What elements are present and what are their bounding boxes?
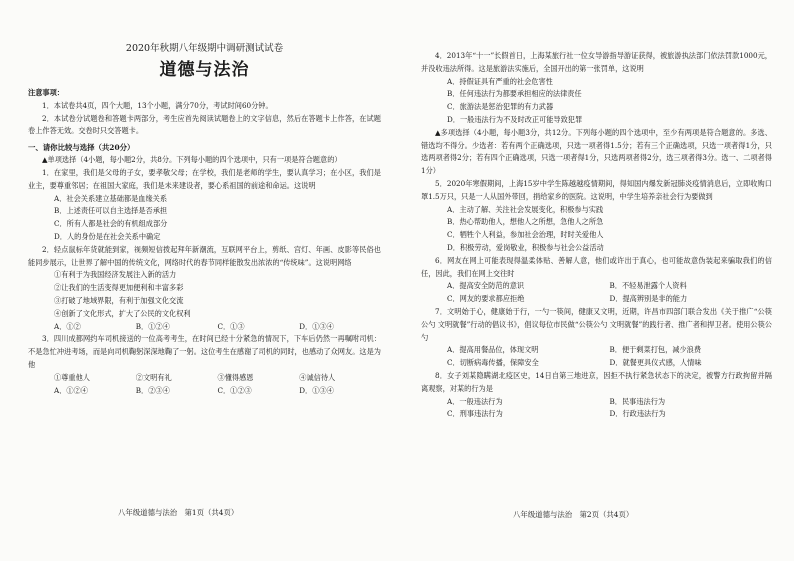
question-3-statements bbox=[28, 372, 381, 385]
question-8-option-d: D．行政违法行为 bbox=[609, 409, 666, 419]
question-5-stem: 5．2020年寒假期间，上海15岁中学生陈越越疫情期间，得知国内爆发新冠肺炎疫情消息后，立即收购口罩1.5万只，只是一人从国外带回，捐给家乡的医院。这说明，中学生培养亲社会行为要做到 bbox=[421, 178, 772, 201]
question-5-option-d: D．积极劳动，爱岗敬业，积极参与社会公益活动 bbox=[447, 242, 604, 252]
question-8-options-row-2 bbox=[421, 408, 772, 421]
multi-choice-intro: ▲多项选择（4小题，每小题3分，共12分。下列每小题的四个选项中，至少有两项是符合题意的。多选、错选均不得分。少选者：若有两个正确选项，只选一项者得1.5分；若有三个正确选项，只选一项者得1分，只选两项者得2分；若有四个正确选项，只选一项者得1分，只选两项者得2分，选三项者得3分。选一、二项者得1分） bbox=[421, 127, 772, 176]
notice-item-1: 1．本试卷共4页，四个大题，13个小题，满分70分，考试时间60分钟。 bbox=[42, 100, 273, 110]
question-6-option-b: B．不轻易泄露个人资料 bbox=[609, 281, 687, 291]
question-2-stem: 2．轻点鼠标年货就能到家，视频短信拨起拜年新潮流，互联网平台上，剪纸、宫灯、年画、皮影等民俗也能同步展示，让世界了解中国的传统文化，网络时代的春节同样能散发出浓浓的“传统味”。这说明网络 bbox=[28, 244, 381, 267]
question-8-options-row-1 bbox=[421, 396, 772, 409]
question-6-options-row-1 bbox=[421, 280, 772, 293]
question-7-option-b: B．便于剩菜打包，减少浪费 bbox=[609, 345, 702, 355]
question-1-stem: 1．在家里，我们是父母的子女，要孝敬父母；在学校，我们是老师的学生，要认真学习；在小区，我们是业主，要尊重邻居；在祖国大家庭，我们是未来建设者，要心系祖国的前途和命运。这说明 bbox=[28, 167, 381, 190]
question-2-statement-2: ②让我们的生活变得更加便利和丰富多彩 bbox=[54, 283, 184, 293]
page-2-footer: 八年级道德与法治 第2页（共4页） bbox=[513, 510, 634, 519]
question-4-option-d: D．一般违法行为不及时改正可能导致犯罪 bbox=[447, 114, 583, 124]
question-6-stem: 6．网友在网上可能表现得温柔体贴、善解人意，他们或许出于真心，也可能故意伪装起来骗取我们的信任，因此，我们在网上交往时 bbox=[421, 255, 772, 278]
section-1-heading: 一、请你比较与选择（共20分） bbox=[28, 143, 135, 153]
question-3-options bbox=[28, 385, 381, 398]
question-1-option-b: B．上述责任可以自主选择是否承担 bbox=[54, 206, 168, 216]
question-7-option-a: A．提高用餐品位，体现文明 bbox=[447, 345, 539, 355]
question-2-statement-4: ④创新了文化形式，扩大了公民的文化权利 bbox=[54, 308, 191, 318]
page-2 bbox=[397, 0, 794, 561]
question-2-option-a: A．①② bbox=[54, 321, 81, 331]
question-6-option-d: D．提高辨别是非的能力 bbox=[609, 294, 688, 304]
question-3-statement-4: ④诚信待人 bbox=[299, 372, 336, 382]
single-choice-intro: ▲单项选择（4小题，每小题2分，共8分。下列每小题的四个选项中，只有一项是符合题意的） bbox=[42, 155, 342, 165]
question-4-option-c: C．旅游法是惩治犯罪的有力武器 bbox=[447, 102, 554, 112]
subject-title: 道德与法治 bbox=[159, 60, 250, 80]
question-2-statement-3: ③打破了地域界限，有利于加强文化交流 bbox=[54, 295, 184, 305]
question-1-option-d: D．人的身份是在社会关系中确定 bbox=[54, 231, 161, 241]
question-6-options-row-2 bbox=[421, 293, 772, 306]
question-4-option-b: B．任何违法行为都要承担相应的法律责任 bbox=[447, 89, 582, 99]
question-8-option-a: A．一般违法行为 bbox=[447, 396, 503, 406]
question-8-stem: 8．女子刘某隐瞒湖北疫区史，14日自第三地进京，因拒不执行紧急状态下的决定，被警方行政拘留并隔离观察，对某的行为是 bbox=[421, 370, 772, 393]
question-2-option-b: B．①②④ bbox=[135, 321, 170, 331]
page-1-footer: 八年级道德与法治 第1页（共4页） bbox=[118, 508, 239, 517]
question-8-option-b: B．民事违法行为 bbox=[609, 396, 666, 406]
question-4-option-a: A．持假证具有严重的社会危害性 bbox=[447, 76, 553, 86]
question-3-stem: 3．四川成都网约车司机接送的一位高考考生，在时间已经十分紧急的情况下，下车后仍然一再嘱咐司机：不是急忙冲进考场，而是向司机鞠躬深深地鞠了一躬。这位考生在感谢了司机的同时，也感动了众网友。这是为他 bbox=[28, 334, 381, 369]
question-7-options-row-2 bbox=[421, 357, 772, 370]
question-3-option-c: C．①②③ bbox=[217, 385, 252, 395]
question-3-option-a: A．①②④ bbox=[54, 385, 88, 395]
question-2-statement-1: ①有利于为我国经济发展注入新的活力 bbox=[54, 270, 177, 280]
question-3-statement-1: ①尊重他人 bbox=[54, 372, 90, 382]
question-7-options-row-1 bbox=[421, 344, 772, 357]
question-5-option-c: C．牺牲个人利益，参加社会治理，时时关爱他人 bbox=[447, 230, 604, 240]
question-4-stem: 4．2013年“十一”长假首日，上海某旅行社一位女导游指导游证获得，被旅游执法部门依法罚款1000元，并没收违法所得。这是旅游法实施后，全国开出的第一张罚单，这说明 bbox=[421, 51, 772, 73]
question-3-option-d: D．①③④ bbox=[299, 385, 334, 395]
question-3-option-b: B．②③④ bbox=[135, 385, 170, 395]
question-1-option-a: A．社会关系建立基础都是血缘关系 bbox=[54, 193, 168, 203]
question-7-stem: 7．文明始于心，健康始于行，一勺一筷间，健康又文明，近期，许昌市四部门联合发出《关于推广“公筷公勺 文明就餐”行动的倡议书》，倡议每位市民做“公筷公勺 文明就餐”的践行者、推广者和捍卫者。使用公筷公勺 bbox=[421, 306, 772, 342]
question-3-statement-3: ③懂得感恩 bbox=[217, 372, 254, 382]
question-2-option-c: C．①③ bbox=[217, 321, 245, 331]
question-3-statement-2: ②文明有礼 bbox=[135, 372, 172, 382]
notice-item-2: 2．本试卷分试题卷和答题卡两部分，考生应首先阅读试题卷上的文字信息，然后在答题卡上作答，在试题卷上作答无效。交卷时只交答题卡。 bbox=[28, 113, 381, 136]
question-5-option-b: B．热心帮助他人，想他人之所想，急他人之所急 bbox=[447, 217, 604, 227]
question-8-option-c: C．刑事违法行为 bbox=[447, 409, 503, 419]
question-7-option-d: D．就餐更具仪式感，人情味 bbox=[609, 358, 702, 368]
exam-title: 2020年秋期八年级期中调研测试试卷 bbox=[125, 43, 284, 54]
question-2-options bbox=[28, 321, 381, 334]
question-5-option-a: A．主动了解、关注社会发展变化，积极参与实践 bbox=[447, 204, 604, 214]
question-2-option-d: D．①③④ bbox=[299, 321, 334, 331]
question-6-option-c: C．网友的要求都应拒绝 bbox=[447, 294, 525, 304]
question-1-option-c: C．所有人都是社会的有机组成部分 bbox=[54, 219, 168, 229]
question-6-option-a: A．提高安全防范的意识 bbox=[447, 281, 525, 291]
question-7-option-c: C．切断病毒传播，保障安全 bbox=[447, 358, 539, 368]
notice-heading: 注意事项： bbox=[28, 88, 64, 97]
